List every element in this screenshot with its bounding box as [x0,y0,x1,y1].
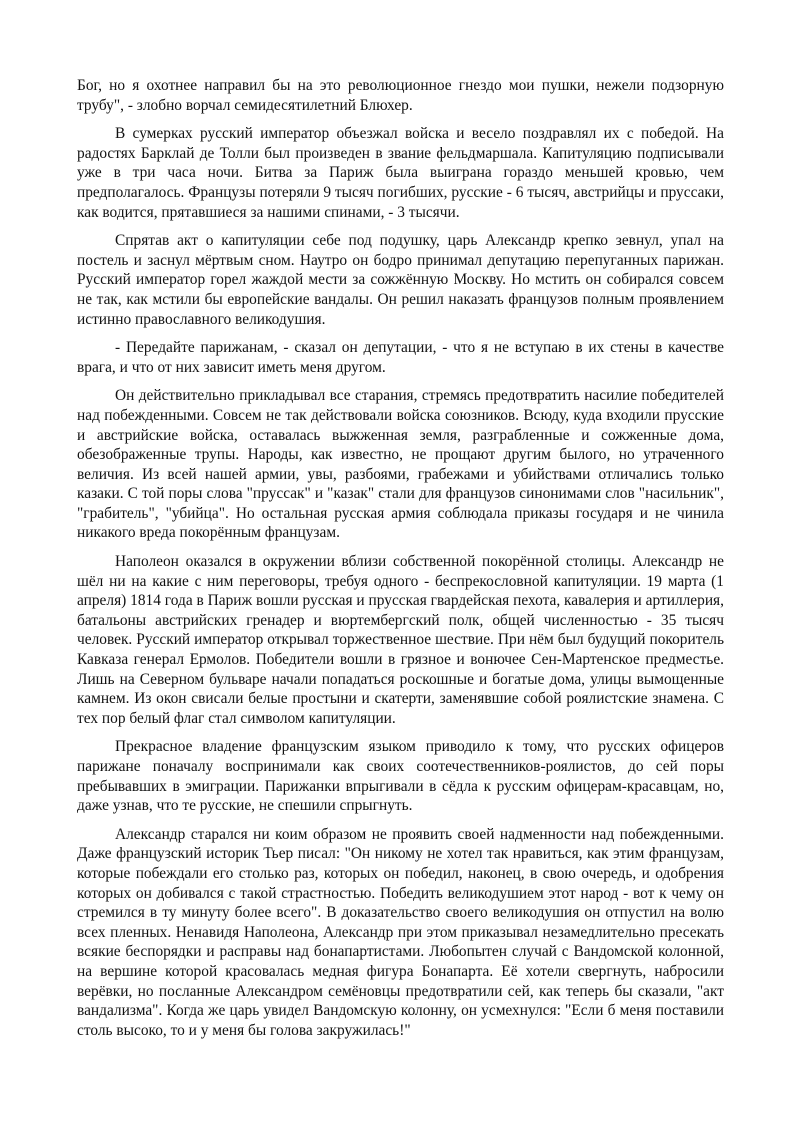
paragraph-2: В сумерках русский император объезжал войска и весело поздравлял их с победой. На радостях Барклай де Толли был произведен в звание фельдмаршала. Капитуляцию подписывали уже в три часа ночи. Битва за Париж была выиграна гораздо меньшей кровью, чем предполагалось. Французы потеряли 9 тысяч погибших, русские - 6 тысяч, австрийцы и пруссаки, как водится, прятавшиеся за нашими спинами, - 3 тысячи. [77,125,724,221]
document-page [77,76,724,1049]
paragraph-5: Он действительно прикладывал все старания, стремясь предотвратить насилие победителей над побежденными. Совсем не так действовали войска союзников. Всюду, куда входили прусские и австрийские войска, оставалась выжженная земля, разграбленные и сожженные дома, обезображенные трупы. Народы, как известно, не прощают другим былого, но утраченного величия. Из всей нашей армии, увы, разбоями, грабежами и убийствами отличались только казаки. С той поры слова "пруссак" и "казак" стали для французов синонимами слов "насильник", "грабитель", "убийца". Но остальная русская армия соблюдала приказы государя и не чинила никакого вреда покорённым французам. [77,387,724,542]
paragraph-4: - Передайте парижанам, - сказал он депутации, - что я не вступаю в их стены в качестве врага, и что от них зависит иметь меня другом. [77,339,724,376]
paragraph-7: Прекрасное владение французским языком приводило к тому, что русских офицеров парижане поначалу воспринимали как своих соотечественников-роялистов, до сей поры пребывавших в эмиграции. Парижанки впрыгивали в сёдла к русским офицерам-красавцам, но, даже узнав, что те русские, не спешили спрыгнуть. [77,738,724,815]
paragraph-6: Наполеон оказался в окружении вблизи собственной покорённой столицы. Александр не шёл ни на какие с ним переговоры, требуя одного - беспрекословной капитуляции. 19 марта (1 апреля) 1814 года в Париж вошли русская и прусская гвардейская пехота, кавалерия и артиллерия, батальоны австрийских гренадер и вюртембергский полк, общей численностью - 35 тысяч человек. Русский император открывал торжественное шествие. При нём был будущий покоритель Кавказа генерал Ермолов. Победители вошли в грязное и вонючее Сен-Мартенское предместье. Лишь на Северном бульваре начали попадаться роскошные и богатые дома, улицы вымощенные камнем. Из окон свисали белые простыни и скатерти, заменявшие собой роялистские знамена. С тех пор белый флаг стал символом капитуляции. [77,553,724,727]
paragraph-3: Спрятав акт о капитуляции себе под подушку, царь Александр крепко зевнул, упал на постель и заснул мёртвым сном. Наутро он бодро принимал депутацию перепуганных парижан. Русский император горел жаждой мести за сожжённую Москву. Но мстить он собирался совсем не так, как мстили бы европейские вандалы. Он решил наказать французов полным проявлением истинно православного великодушия. [77,232,724,328]
paragraph-8: Александр старался ни коим образом не проявить своей надменности над побежденными. Даже французский историк Тьер писал: "Он никому не хотел так нравиться, как этим французам, которые побеждали его столько раз, которых он победил, наконец, в свою очередь, и одобрения которых он добивался с такой страстностью. Победить великодушием этот народ - вот к чему он стремился в ту минуту более всего". В доказательство своего великодушия он отпустил на волю всех пленных. Ненавидя Наполеона, Александр при этом приказывал незамедлительно пресекать всякие беспорядки и расправы над бонапартистами. Любопытен случай с Вандомской колонной, на вершине которой красовалась медная фигура Бонапарта. Её хотели свергнуть, набросили верёвки, но посланные Александром семёновцы предотвратили сей, как теперь бы сказали, "акт вандализма". Когда же царь увидел Вандомскую колонну, он усмехнулся: "Если б меня поставили столь высоко, то и у меня бы голова закружилась!" [77,825,724,1039]
paragraph-1: Бог, но я охотнее направил бы на это революционное гнездо мои пушки, нежели подзорную трубу", - злобно ворчал семидесятилетний Блюхер. [77,77,724,114]
